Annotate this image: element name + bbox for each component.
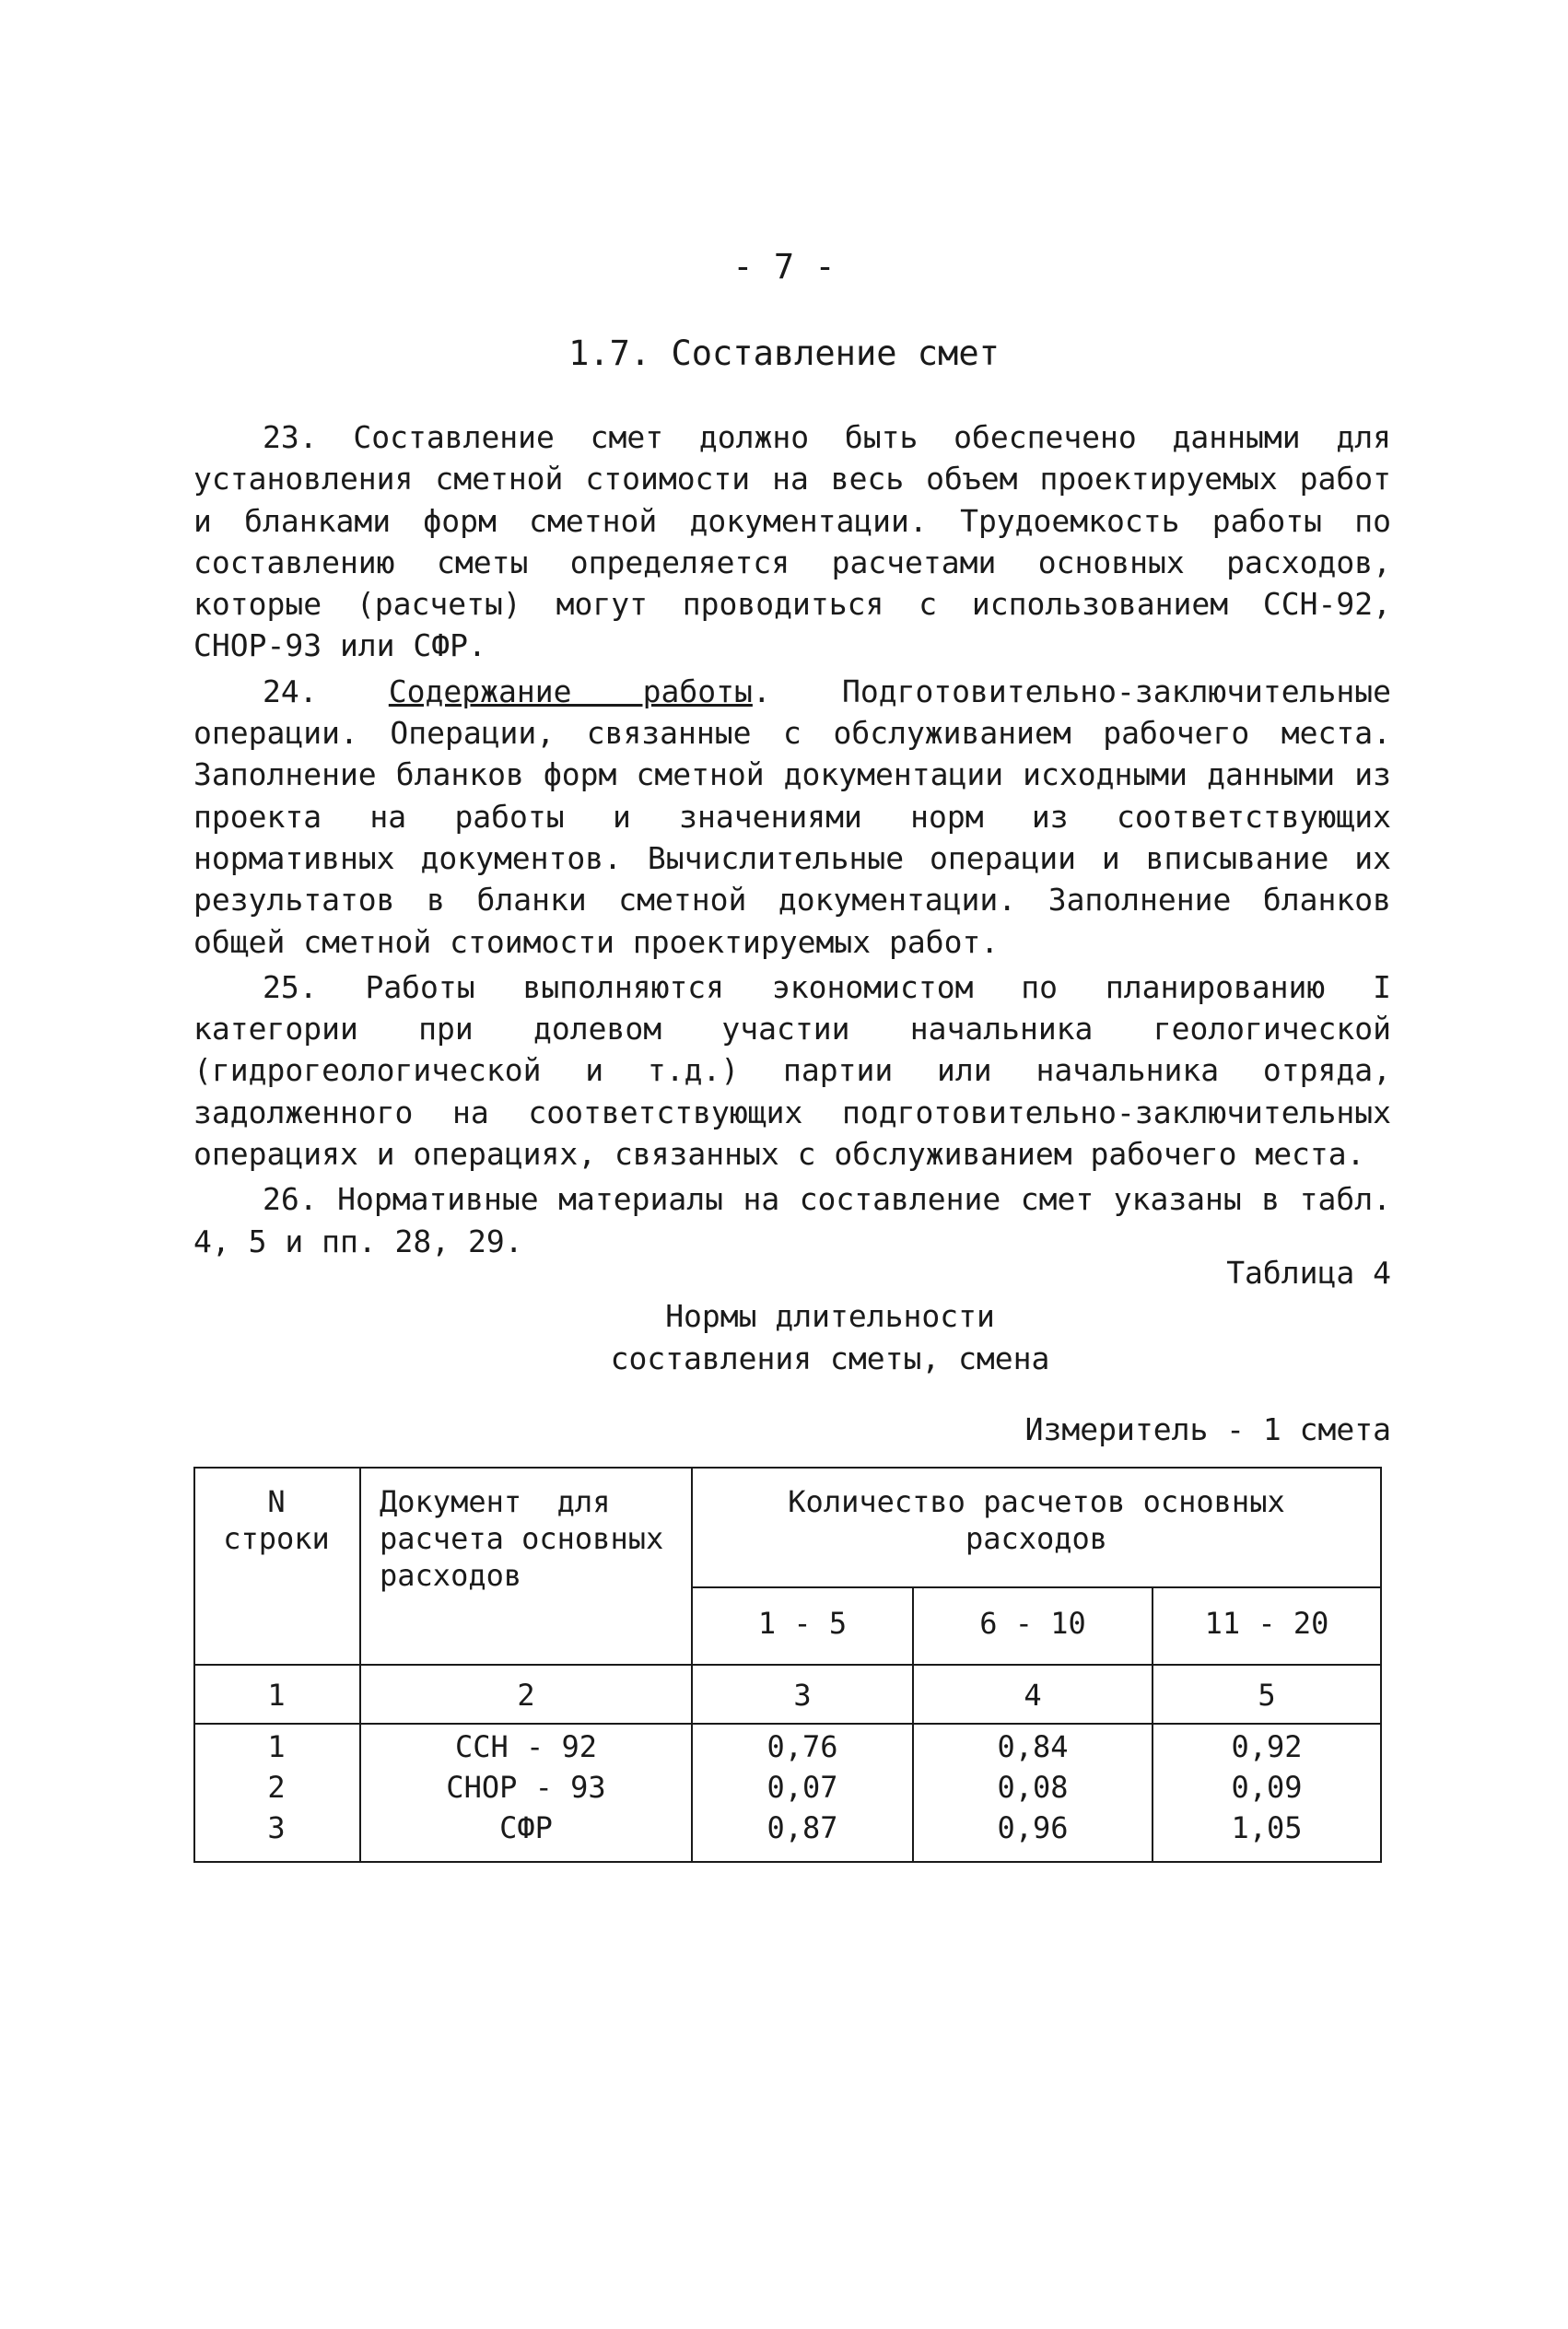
table-colnum-bottom [193,1723,1382,1725]
row-3-value-3: 1,05 [1231,1810,1303,1845]
header-range-1-5: 1 - 5 [757,1606,848,1641]
header-row-number-line-2: строки [223,1521,330,1556]
paragraph-24-number: 24. [263,673,389,709]
row-3-document: СФР [499,1810,553,1845]
paragraph-25: 25. Работы выполняются экономистом по планированию I категории при долевом участии начальника геологической (гидрогеологической и т.д.) партии или начальника отряда, задолженного на соответствующих подготовительно-заключительных операциях и операциях, связанных с обслуживанием рабочего места. [193,968,1391,1173]
row-3-number: 3 [267,1810,286,1845]
row-2-value-2: 0,08 [997,1770,1069,1805]
norms-table [193,1467,1382,1863]
paragraph-26: 26. Нормативные материалы на составление смет указаны в табл. 4, 5 и пп. 28, 29. [193,1181,1391,1259]
table-border-right [1380,1467,1382,1863]
header-count-group-line-2: расходов [965,1521,1108,1556]
header-row-number [193,1483,359,1557]
paragraph-24-text: . Подготовительно-заключительные операции. Операции, связанные с обслуживанием рабочего места. Заполнение бланков форм сметной документации исходными данными из проекта на работы и значениями норм из соответствующих нормативных документов. Вычислительные операции и вписывание их результатов в бланки сметной документации. Заполнение бланков общей сметной стоимости проектируемых работ. [193,673,1391,960]
header-document-line-3: расходов [380,1558,522,1593]
paragraph-24 [193,671,1391,963]
row-2-number: 2 [267,1770,286,1805]
header-range-6-10: 6 - 10 [979,1606,1086,1641]
row-2-document: СНОР - 93 [446,1770,606,1805]
table-header-bottom [193,1664,1382,1666]
row-3-value-1: 0,87 [766,1810,838,1845]
header-document [380,1483,689,1594]
table-title-line-2: составления сметы, смена [610,1340,1050,1376]
paragraph-23: 23. Составление смет должно быть обеспечено данными для установления сметной стоимости на весь объем проектируемых работ и бланками форм сметной документации. Трудоемкость работы по составлению сметы определяется расчетами основных расходов, которые (расчеты) могут проводиться с использованием ССН-92, СНОР-93 или СФР. [193,419,1391,664]
colnum-3: 3 [793,1678,812,1713]
header-range-11-20: 11 - 20 [1204,1606,1329,1641]
section-title: 1.7. Составление смет [568,334,1000,373]
row-1-value-3: 0,92 [1231,1729,1303,1764]
colnum-4: 4 [1024,1678,1042,1713]
header-count-group [693,1483,1380,1557]
header-count-group-line-1: Количество расчетов основных [788,1484,1285,1519]
table-title [508,1295,1153,1380]
colnum-5: 5 [1258,1678,1276,1713]
row-3-value-2: 0,96 [997,1810,1069,1845]
row-1-number: 1 [267,1729,286,1764]
table-caption: Таблица 4 [1226,1255,1391,1291]
row-2-value-3: 0,09 [1231,1770,1303,1805]
row-2-value-1: 0,07 [766,1770,838,1805]
paragraph-24-lead: Содержание работы [388,673,753,709]
row-1-value-1: 0,76 [766,1729,838,1764]
table-measure-unit: Измеритель - 1 смета [1024,1411,1391,1447]
row-1-document: ССН - 92 [454,1729,598,1764]
header-document-line-1: Документ для [380,1484,611,1519]
table-group-divider [691,1586,1382,1588]
table-title-line-1: Нормы длительности [665,1298,995,1334]
table-border-bottom [193,1861,1382,1863]
page-number: - 7 - [732,247,836,287]
colnum-2: 2 [517,1678,535,1713]
row-1-value-2: 0,84 [997,1729,1069,1764]
colnum-1: 1 [267,1678,286,1713]
table-border-top [193,1467,1382,1469]
header-document-line-2: расчета основных [380,1521,664,1556]
body-text [193,416,1391,1266]
header-row-number-line-1: N [267,1484,286,1519]
